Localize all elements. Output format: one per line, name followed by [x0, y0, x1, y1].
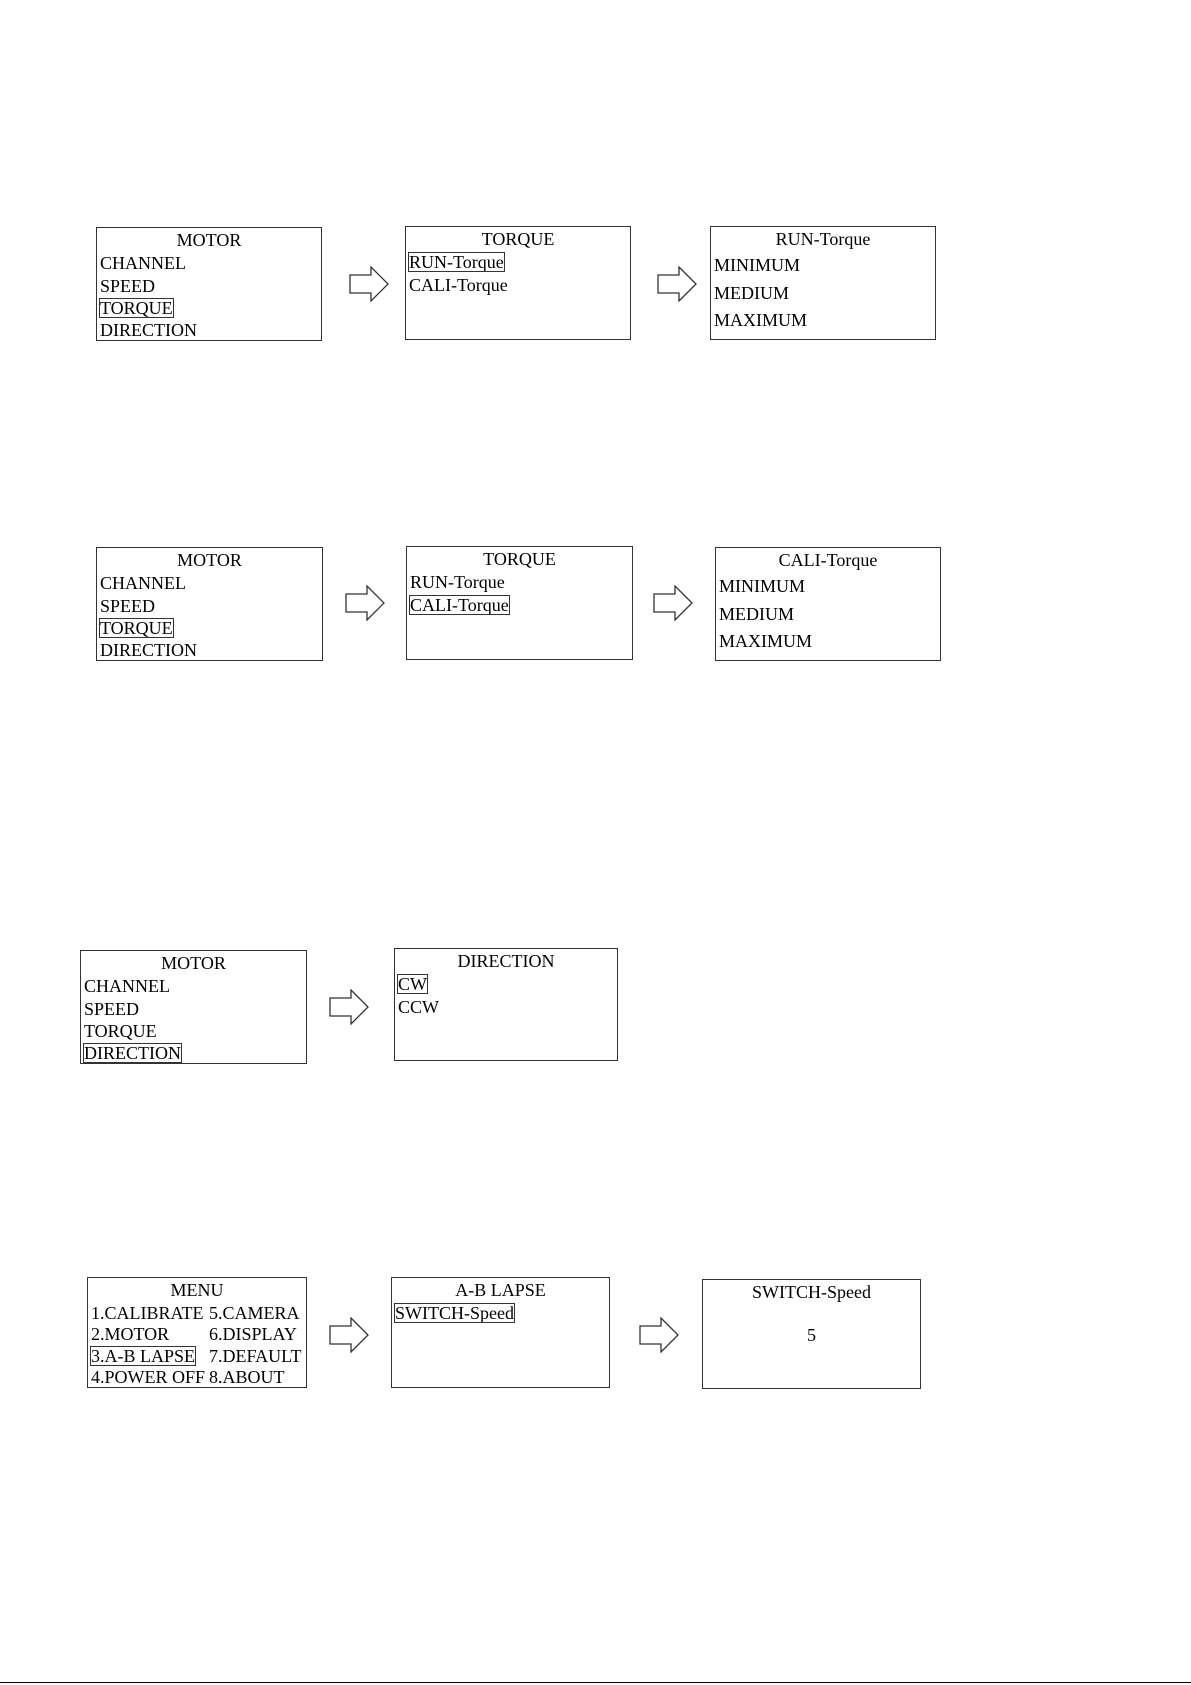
screen-title: SWITCH-Speed	[752, 1282, 871, 1302]
option-minimum: MINIMUM	[719, 576, 806, 596]
menu-item-about: 8.ABOUT	[209, 1367, 285, 1387]
menu-item-direction: DIRECTION	[100, 320, 197, 340]
menu-item-power-off: 4.POWER OFF	[91, 1367, 206, 1387]
menu-item-calibrate: 1.CALIBRATE	[91, 1303, 204, 1323]
menu-item-torque-selected: TORQUE	[100, 298, 173, 318]
option-medium: MEDIUM	[714, 283, 789, 303]
menu-item-display: 6.DISPLAY	[209, 1324, 297, 1344]
menu-item-channel: CHANNEL	[100, 573, 186, 593]
menu-item-motor: 2.MOTOR	[91, 1324, 170, 1344]
right-arrow-icon	[329, 1317, 369, 1353]
menu-item-direction: DIRECTION	[100, 640, 197, 660]
menu-item-camera: 5.CAMERA	[209, 1303, 300, 1323]
option-ccw: CCW	[398, 997, 440, 1017]
run-torque-screen	[710, 226, 936, 340]
screen-title: TORQUE	[483, 549, 556, 569]
motor-screen	[80, 950, 307, 1064]
menu-item-torque-selected: TORQUE	[100, 618, 173, 638]
option-maximum: MAXIMUM	[719, 631, 813, 651]
direction-screen	[394, 948, 618, 1061]
cali-torque-screen	[715, 547, 941, 661]
motor-screen	[96, 547, 323, 661]
menu-item-cali-torque-selected: CALI-Torque	[410, 595, 509, 615]
menu-item-speed: SPEED	[100, 596, 156, 616]
menu-item-run-torque-selected: RUN-Torque	[409, 252, 504, 272]
motor-screen	[96, 227, 322, 341]
menu-screen	[87, 1277, 307, 1388]
page-bottom-rule	[0, 1682, 1191, 1683]
menu-item-run-torque: RUN-Torque	[410, 572, 505, 592]
option-medium: MEDIUM	[719, 604, 794, 624]
menu-item-speed: SPEED	[84, 999, 140, 1019]
torque-screen	[405, 226, 631, 340]
ab-lapse-screen	[391, 1277, 610, 1388]
right-arrow-icon	[639, 1317, 679, 1353]
menu-item-cali-torque: CALI-Torque	[409, 275, 508, 295]
menu-item-ab-lapse-selected: 3.A-B LAPSE	[91, 1346, 196, 1366]
option-cw-selected: CW	[398, 974, 427, 994]
screen-title: MOTOR	[177, 550, 242, 570]
screen-title: A-B LAPSE	[455, 1280, 546, 1300]
option-minimum: MINIMUM	[714, 255, 801, 275]
right-arrow-icon	[345, 585, 385, 621]
screen-title: MOTOR	[161, 953, 226, 973]
torque-screen	[406, 546, 633, 660]
speed-value: 5	[807, 1325, 816, 1345]
menu-item-speed: SPEED	[100, 276, 156, 296]
screen-title: CALI-Torque	[778, 550, 878, 570]
screen-title: RUN-Torque	[775, 229, 871, 249]
screen-title: TORQUE	[481, 229, 555, 249]
menu-item-default: 7.DEFAULT	[209, 1346, 302, 1366]
screen-title: MOTOR	[176, 230, 242, 250]
right-arrow-icon	[653, 585, 693, 621]
menu-item-channel: CHANNEL	[84, 976, 170, 996]
right-arrow-icon	[657, 266, 697, 302]
menu-item-channel: CHANNEL	[100, 253, 186, 273]
right-arrow-icon	[329, 989, 369, 1025]
menu-item-direction-selected: DIRECTION	[84, 1043, 181, 1063]
switch-speed-screen	[702, 1279, 921, 1389]
screen-title: MENU	[170, 1280, 224, 1300]
menu-item-switch-speed-selected: SWITCH-Speed	[395, 1303, 514, 1323]
menu-item-torque: TORQUE	[84, 1021, 157, 1041]
screen-title: DIRECTION	[457, 951, 555, 971]
right-arrow-icon	[349, 266, 389, 302]
option-maximum: MAXIMUM	[714, 310, 808, 330]
